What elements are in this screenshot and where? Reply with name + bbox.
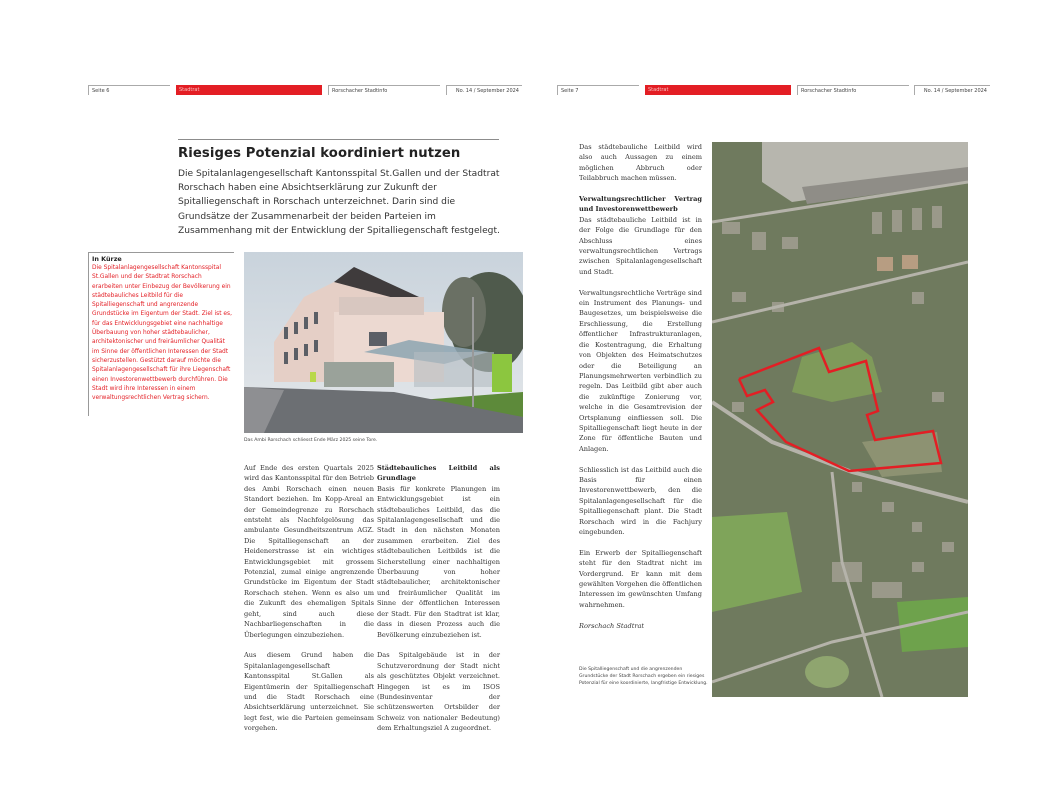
body-column-1 [244, 463, 374, 744]
hospital-building-photo [244, 252, 523, 433]
in-kuerze-box [88, 252, 234, 416]
paragraph: Das städtebauliche Leitbild ist in der Folge die Grundlage für den Abschluss eines verwaltungsrechtlichen Vertrags zwischen Spitalanlagengesellschaft und Stadt. [579, 215, 702, 276]
page-number: Seite 6 [88, 85, 170, 95]
author-signature: Rorschach Stadtrat [579, 621, 645, 630]
publication-name: Rorschacher Stadtinfo [328, 85, 440, 95]
page-number: Seite 7 [557, 85, 639, 95]
paragraph: Auf Ende des ersten Quartals 2025 wird das Kantonsspital für den Betrieb des Ambi Rorschach einen neuen Standort beziehen. Im Kopp-Areal an der Gemeindegrenze zu Rorschach entsteht als Nachfolgelösung das ambulante Gesundheitszentrum AGZ. Die Spitalliegenschaft an der Heidenerstrasse ist ein wichtiges Entwicklungsgebiet mit grossem Potenzial, zumal einige angrenzende Grundstücke im Eigentum der Stadt Rorschach stehen. Wenn es also um die Zukunft des ehemaligen Spitals geht, sind auch diese Nachbarliegenschaften in die Überlegungen einzubeziehen. [244, 464, 374, 639]
paragraph: Aus diesem Grund haben die Spitalanlagengesellschaft Kantonsspital St.Gallen als Eigentümerin der Spitalliegenschaft und die Stadt Rorschach eine Absichtserklärung unterzeichnet. Sie legt fest, wie die Parteien gemeinsam vorgehen. [244, 651, 374, 733]
subheading: Verwaltungsrechtlicher Vertrag und Investorenwettbewerb [579, 195, 702, 214]
map-caption: Die Spitalliegenschaft und die angrenzenden Grundstücke der Stadt Rorschach ergeben ein riesiges Potenzial für eine koordinierte, langfristige Entwicklung. [579, 667, 708, 687]
paragraph: Das Spitalgebäude ist in der Schutzverordnung der Stadt nicht als geschütztes Objekt verzeichnet. Hingegen ist es im ISOS (Bundesinventar der schützenswerten Ortsbilder der Schweiz von nationaler Bedeutung) dem Erhaltungsziel A zugeordnet. [377, 651, 500, 733]
headline-rule [178, 139, 499, 140]
paragraph: Ein Erwerb der Spitalliegenschaft steht für den Stadtrat nicht im Vordergrund. Er kann mit dem gewählten Vorgehen die öffentlichen Interessen im gewünschten Umfang wahrnehmen. [579, 548, 702, 609]
in-kuerze-title: In Kürze [92, 255, 122, 263]
publication-name: Rorschacher Stadtinfo [797, 85, 909, 95]
page-title: Riesiges Potenzial koordiniert nutzen [178, 146, 461, 161]
section-tag: Stadtrat [176, 85, 322, 95]
aerial-map-illustration [712, 142, 968, 697]
section-tag: Stadtrat [645, 85, 791, 95]
paragraph: Schliesslich ist das Leitbild auch die Basis für einen Investorenwettbewerb, den die Spitalanlagengesellschaft für die Spitalliegenschaft plant. Die Stadt Rorschach wird in die Fachjury eingebunden. [579, 465, 702, 536]
paragraph: Verwaltungsrechtliche Verträge sind ein Instrument des Planungs- und Baugesetzes, um beispielsweise die Erschliessung, die Erstellung öffentlicher Infrastrukturanlagen, die Kostentragung, die Erhaltung von Objekten des Heimatschutzes oder die Beteiligung an Planungsmehrwerten verbindlich zu regeln. Das Leitbild gibt aber auch die zukünftige Zonierung vor, welche in die Gesamtrevision der Ortsplanung einfliessen soll. Die Spitalliegenschaft liegt heute in der Zone für öffentliche Bauten und Anlagen. [579, 288, 702, 453]
body-column-2 [377, 463, 500, 744]
aerial-map-photo [712, 142, 968, 697]
paragraph: Das städtebauliche Leitbild wird also auch Aussagen zu einem möglichen Abbruch oder Teilabbruch machen müssen. [579, 143, 702, 183]
subheading: Städtebauliches Leitbild als Grundlage [377, 464, 500, 483]
building-photo-illustration [244, 252, 523, 433]
photo-caption: Das Ambi Rorschach schliesst Ende März 2025 seine Tore. [244, 438, 378, 443]
issue-label: No. 14 / September 2024 [914, 85, 990, 95]
issue-label: No. 14 / September 2024 [446, 85, 522, 95]
paragraph: Basis für konkrete Planungen im Entwicklungsgebiet ist ein städtebauliches Leitbild, das die Spitalanlagengesellschaft und die Stadt in den nächsten Monaten zusammen erarbeiten. Ziel des städtebaulichen Leitbilds ist die Sicherstellung einer nachhaltigen Überbauung von hoher städtebaulicher, architektonischer und freiräumlicher Qualität im Sinne der öffentlichen Interessen der Stadt. Für den Stadtrat ist klar, dass in diesen Prozess auch die Bevölkerung einzubeziehen ist. [377, 484, 500, 639]
body-column-right [579, 142, 702, 641]
lead-paragraph: Die Spitalanlagengesellschaft Kantonsspital St.Gallen und der Stadtrat Rorschach haben eine Absichtserklärung zur Zukunft der Spitalliegenschaft in Rorschach unterzeichnet. Darin sind die Grundsätze der Zusammenarbeit der beiden Parteien im Zusammenhang mit der Entwicklung der Spitalliegenschaft festgelegt. [178, 169, 500, 236]
in-kuerze-text: Die Spitalanlagengesellschaft Kantonsspital St.Gallen und der Stadtrat Rorschach erarbeiten unter Einbezug der Bevölkerung ein städtebauliches Leitbild für die Spitalliegenschaft und angrenzende Grundstücke im Eigentum der Stadt. Ziel ist es, für das Entwicklungsgebiet eine nachhaltige Überbauung von hoher städtebaulicher, architektonischer und freiräumlicher Qualität im Sinne der öffentlichen Interessen der Stadt sicherzustellen. Gestützt darauf möchte die Spitalanlagengesellschaft für ihre Liegenschaft einen Investorenwettbewerb durchführen. Die Stadt wird ihre Interessen in einem verwaltungsrechtlichen Vertrag sichern. [92, 265, 232, 402]
